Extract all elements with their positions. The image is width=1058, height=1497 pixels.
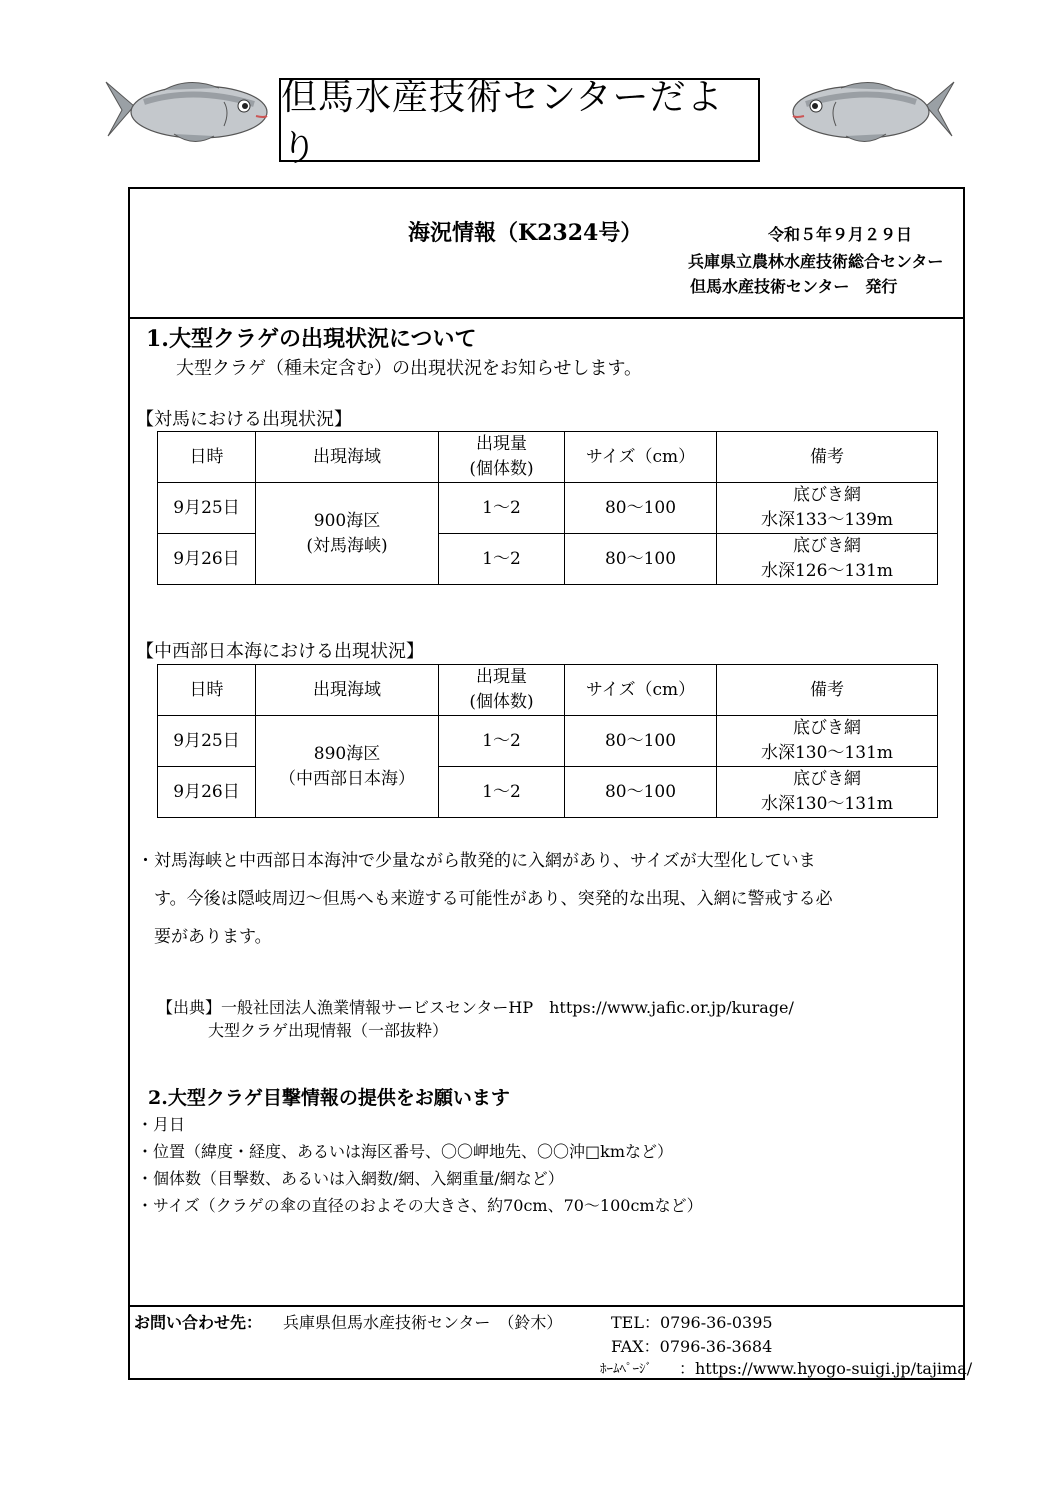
row-date: 9月25日: [158, 483, 256, 534]
contact-label: お問い合わせ先：: [134, 1313, 263, 1332]
row-date: 9月26日: [158, 767, 256, 818]
row-amount: 1～2: [439, 767, 565, 818]
row-date: 9月26日: [158, 534, 256, 585]
col-amount-header: 出現量 (個体数): [439, 432, 565, 483]
row-amount: 1～2: [439, 534, 565, 585]
source-line2: 大型クラゲ出現情報（一部抜粋）: [208, 1021, 449, 1040]
row-note: 底びき網 水深130～131m: [717, 716, 938, 767]
table-row: [158, 716, 938, 767]
row-amount: 1～2: [439, 483, 565, 534]
col-area-header: 出現海域: [256, 665, 439, 716]
fish-left-icon: [104, 72, 274, 152]
area-cell: 890海区 （中西部日本海）: [256, 716, 439, 818]
contact-fax: FAX：0796-36-3684: [611, 1337, 773, 1356]
col-date-header: 日時: [158, 432, 256, 483]
section1-intro: 大型クラゲ（種未定含む）の出現状況をお知らせします。: [176, 358, 643, 379]
issue-date: 令和５年９月２９日: [768, 225, 913, 244]
central-label: 【中西部日本海における出現状況】: [136, 641, 424, 662]
col-date-header: 日時: [158, 665, 256, 716]
row-size: 80～100: [565, 767, 717, 818]
row-size: 80～100: [565, 534, 717, 585]
tsushima-table: [157, 431, 938, 585]
row-date: 9月25日: [158, 716, 256, 767]
col-amount-header: 出現量 (個体数): [439, 665, 565, 716]
section1-heading: 1.大型クラゲの出現状況について: [146, 326, 477, 352]
tsushima-label: 【対馬における出現状況】: [136, 409, 352, 430]
comment-line3: 要があります。: [154, 927, 272, 947]
table-row: [158, 483, 938, 534]
col-area-header: 出現海域: [256, 432, 439, 483]
area-cell: 900海区 (対馬海峡): [256, 483, 439, 585]
contact-org: 兵庫県但馬水産技術センター （鈴木）: [283, 1313, 563, 1332]
list-item: ・月日: [137, 1115, 186, 1134]
col-note-header: 備考: [717, 432, 938, 483]
homepage-label: ﾎｰﾑﾍﾟｰｼﾞ: [600, 1362, 652, 1377]
list-item: ・個体数（目撃数、あるいは入網数/網、入網重量/網など）: [137, 1169, 564, 1188]
row-note: 底びき網 水深126～131m: [717, 534, 938, 585]
row-note: 底びき網 水深133～139m: [717, 483, 938, 534]
contact-tel: TEL：0796-36-0395: [611, 1313, 773, 1332]
publisher-line1: 兵庫県立農林水産技術総合センター: [688, 252, 944, 271]
list-item: ・位置（緯度・経度、あるいは海区番号、〇〇岬地先、〇〇沖□kmなど）: [137, 1142, 673, 1161]
fish-right-icon: [786, 72, 956, 152]
comment-line2: す。今後は隠岐周辺～但馬へも来遊する可能性があり、突発的な出現、入網に警戒する必: [154, 889, 833, 909]
comment-line1: ・対馬海峡と中西部日本海沖で少量ながら散発的に入網があり、サイズが大型化していま: [137, 851, 816, 871]
footer-divider: [130, 1305, 963, 1307]
row-size: 80～100: [565, 716, 717, 767]
row-note: 底びき網 水深130～131m: [717, 767, 938, 818]
publisher-line2: 但馬水産技術センター 発行: [690, 277, 898, 296]
homepage-url[interactable]: ：https://www.hyogo-suigi.jp/tajima/: [679, 1359, 973, 1378]
masthead-title: 但馬水産技術センターだより: [279, 78, 760, 162]
col-size-header: サイズ（cm）: [565, 665, 717, 716]
header-divider: [130, 317, 963, 319]
col-size-header: サイズ（cm）: [565, 432, 717, 483]
report-title: 海況情報（K2324号）: [408, 220, 643, 246]
col-note-header: 備考: [717, 665, 938, 716]
list-item: ・サイズ（クラゲの傘の直径のおよその大きさ、約70cm、70～100cmなど）: [137, 1196, 703, 1215]
central-table: [157, 664, 938, 818]
row-size: 80～100: [565, 483, 717, 534]
section2-heading: 2.大型クラゲ目撃情報の提供をお願います: [148, 1087, 510, 1109]
source-line1: 【出典】一般社団法人漁業情報サービスセンターHP https://www.jafic.or.jp/kurage/: [157, 998, 794, 1017]
row-amount: 1～2: [439, 716, 565, 767]
